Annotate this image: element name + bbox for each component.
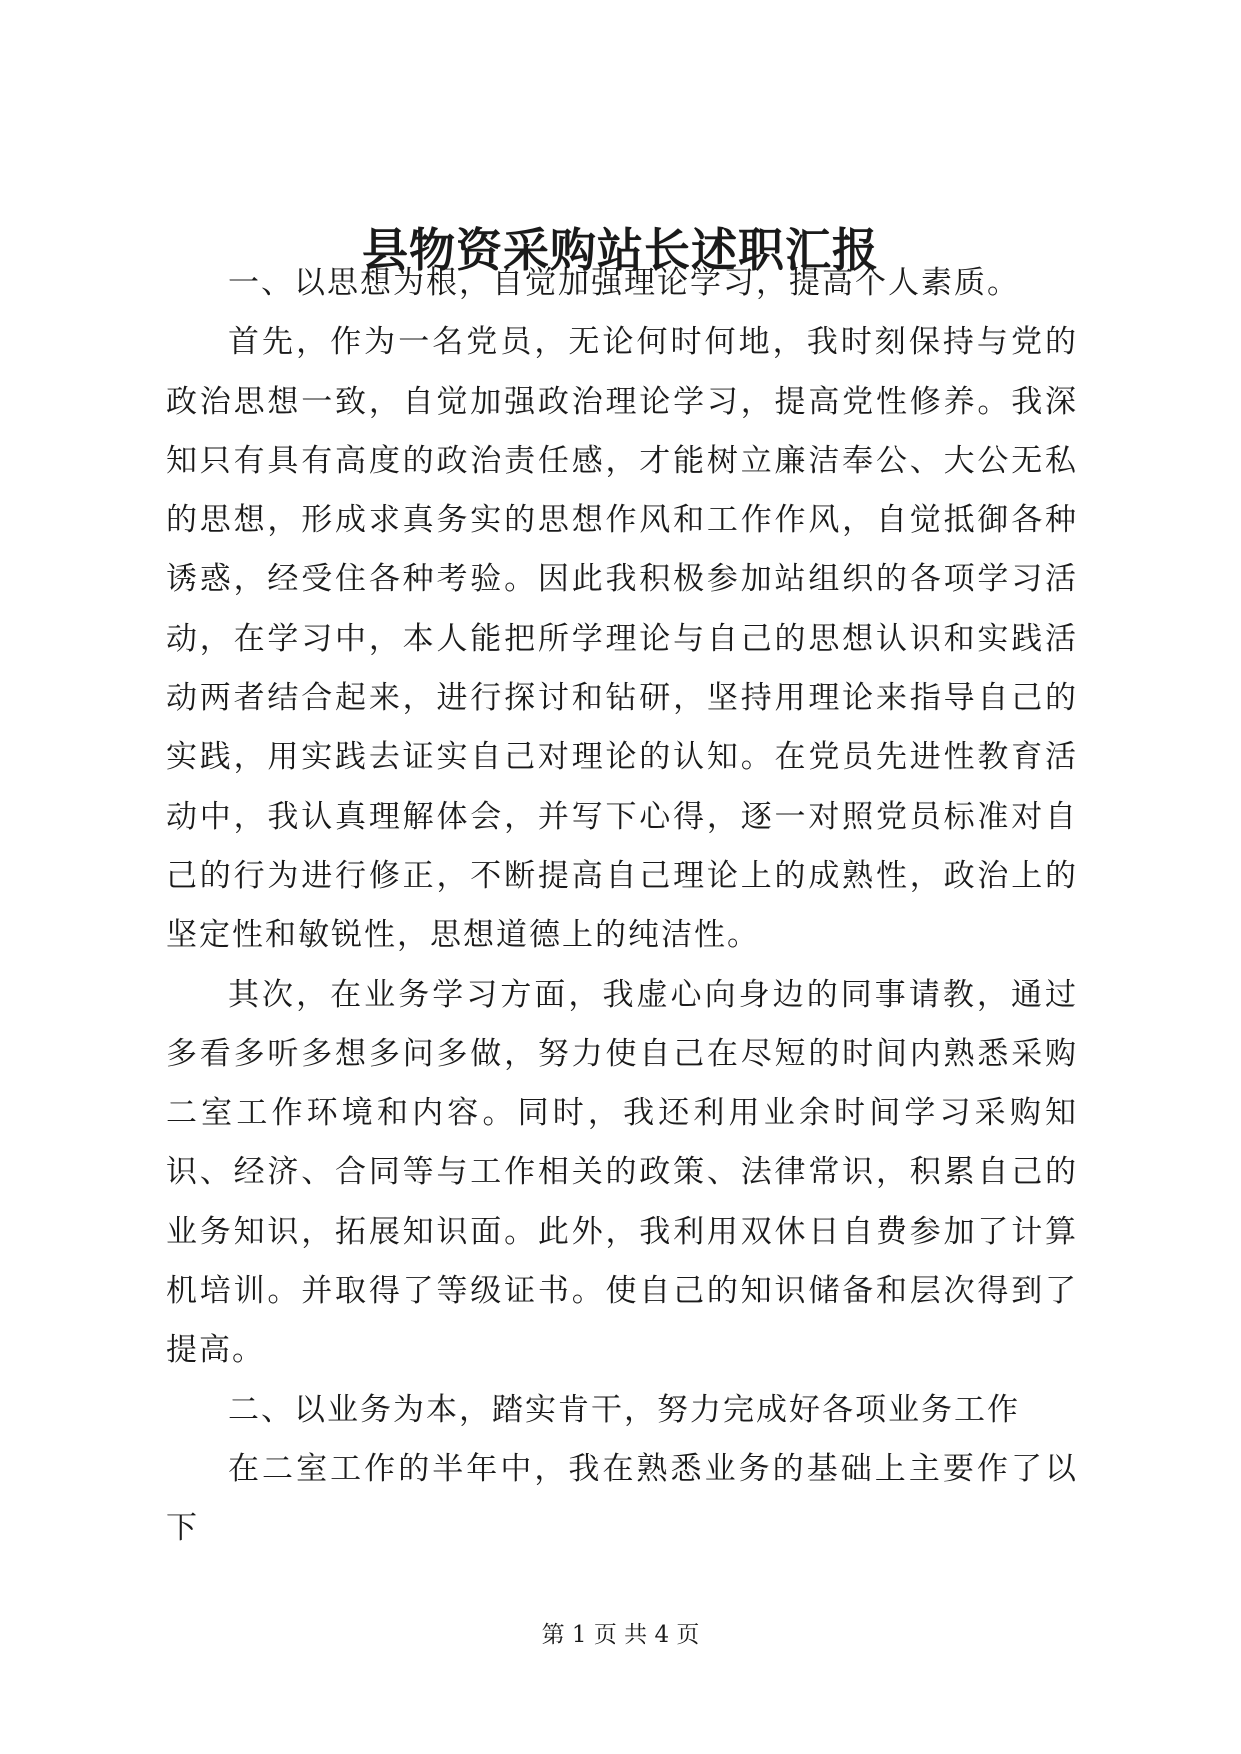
paragraph-section-1-heading: 一、以思想为根，自觉加强理论学习，提高个人素质。 xyxy=(228,265,1020,301)
paragraph-business-study: 其次，在业务学习方面，我虚心向身边的同事请教，通过多看多听多想多问多做，努力使自己在尽短的时间内熟悉采购二室工作环境和内容。同时，我还利用业余时间学习采购知识、经济、合同等与工作相关的政策、法律常识，积累自己的业务知识，拓展知识面。此外，我利用双休日自费参加了计算机培训。并取得了等级证书。使自己的知识储备和层次得到了提高。 xyxy=(166,976,1078,1369)
document-body xyxy=(166,254,1078,1559)
document-title: 县物资采购站长述职汇报 xyxy=(362,223,879,277)
page-number-footer: 第 1 页 共 4 页 xyxy=(541,1622,700,1648)
paragraph-section-2-heading: 二、以业务为本，踏实肯干，努力完成好各项业务工作 xyxy=(228,1391,1020,1428)
paragraph-work-summary: 在二室工作的半年中，我在熟悉业务的基础上主要作了以下 xyxy=(166,1450,1078,1547)
paragraph-theory-study: 首先，作为一名党员，无论何时何地，我时刻保持与党的政治思想一致，自觉加强政治理论学习，提高党性修养。我深知只有具有高度的政治责任感，才能树立廉洁奉公、大公无私的思想，形成求真务实的思想作风和工作作风，自觉抵御各种诱惑，经受住各种考验。因此我积极参加站组织的各项学习活动，在学习中，本人能把所学理论与自己的思想认识和实践活动两者结合起来，进行探讨和钻研，坚持用理论来指导自己的实践，用实践去证实自己对理论的认知。在党员先进性教育活动中，我认真理解体会，并写下心得，逐一对照党员标准对自己的行为进行修正，不断提高自己理论上的成熟性，政治上的坚定性和敏锐性，思想道德上的纯洁性。 xyxy=(166,324,1078,954)
